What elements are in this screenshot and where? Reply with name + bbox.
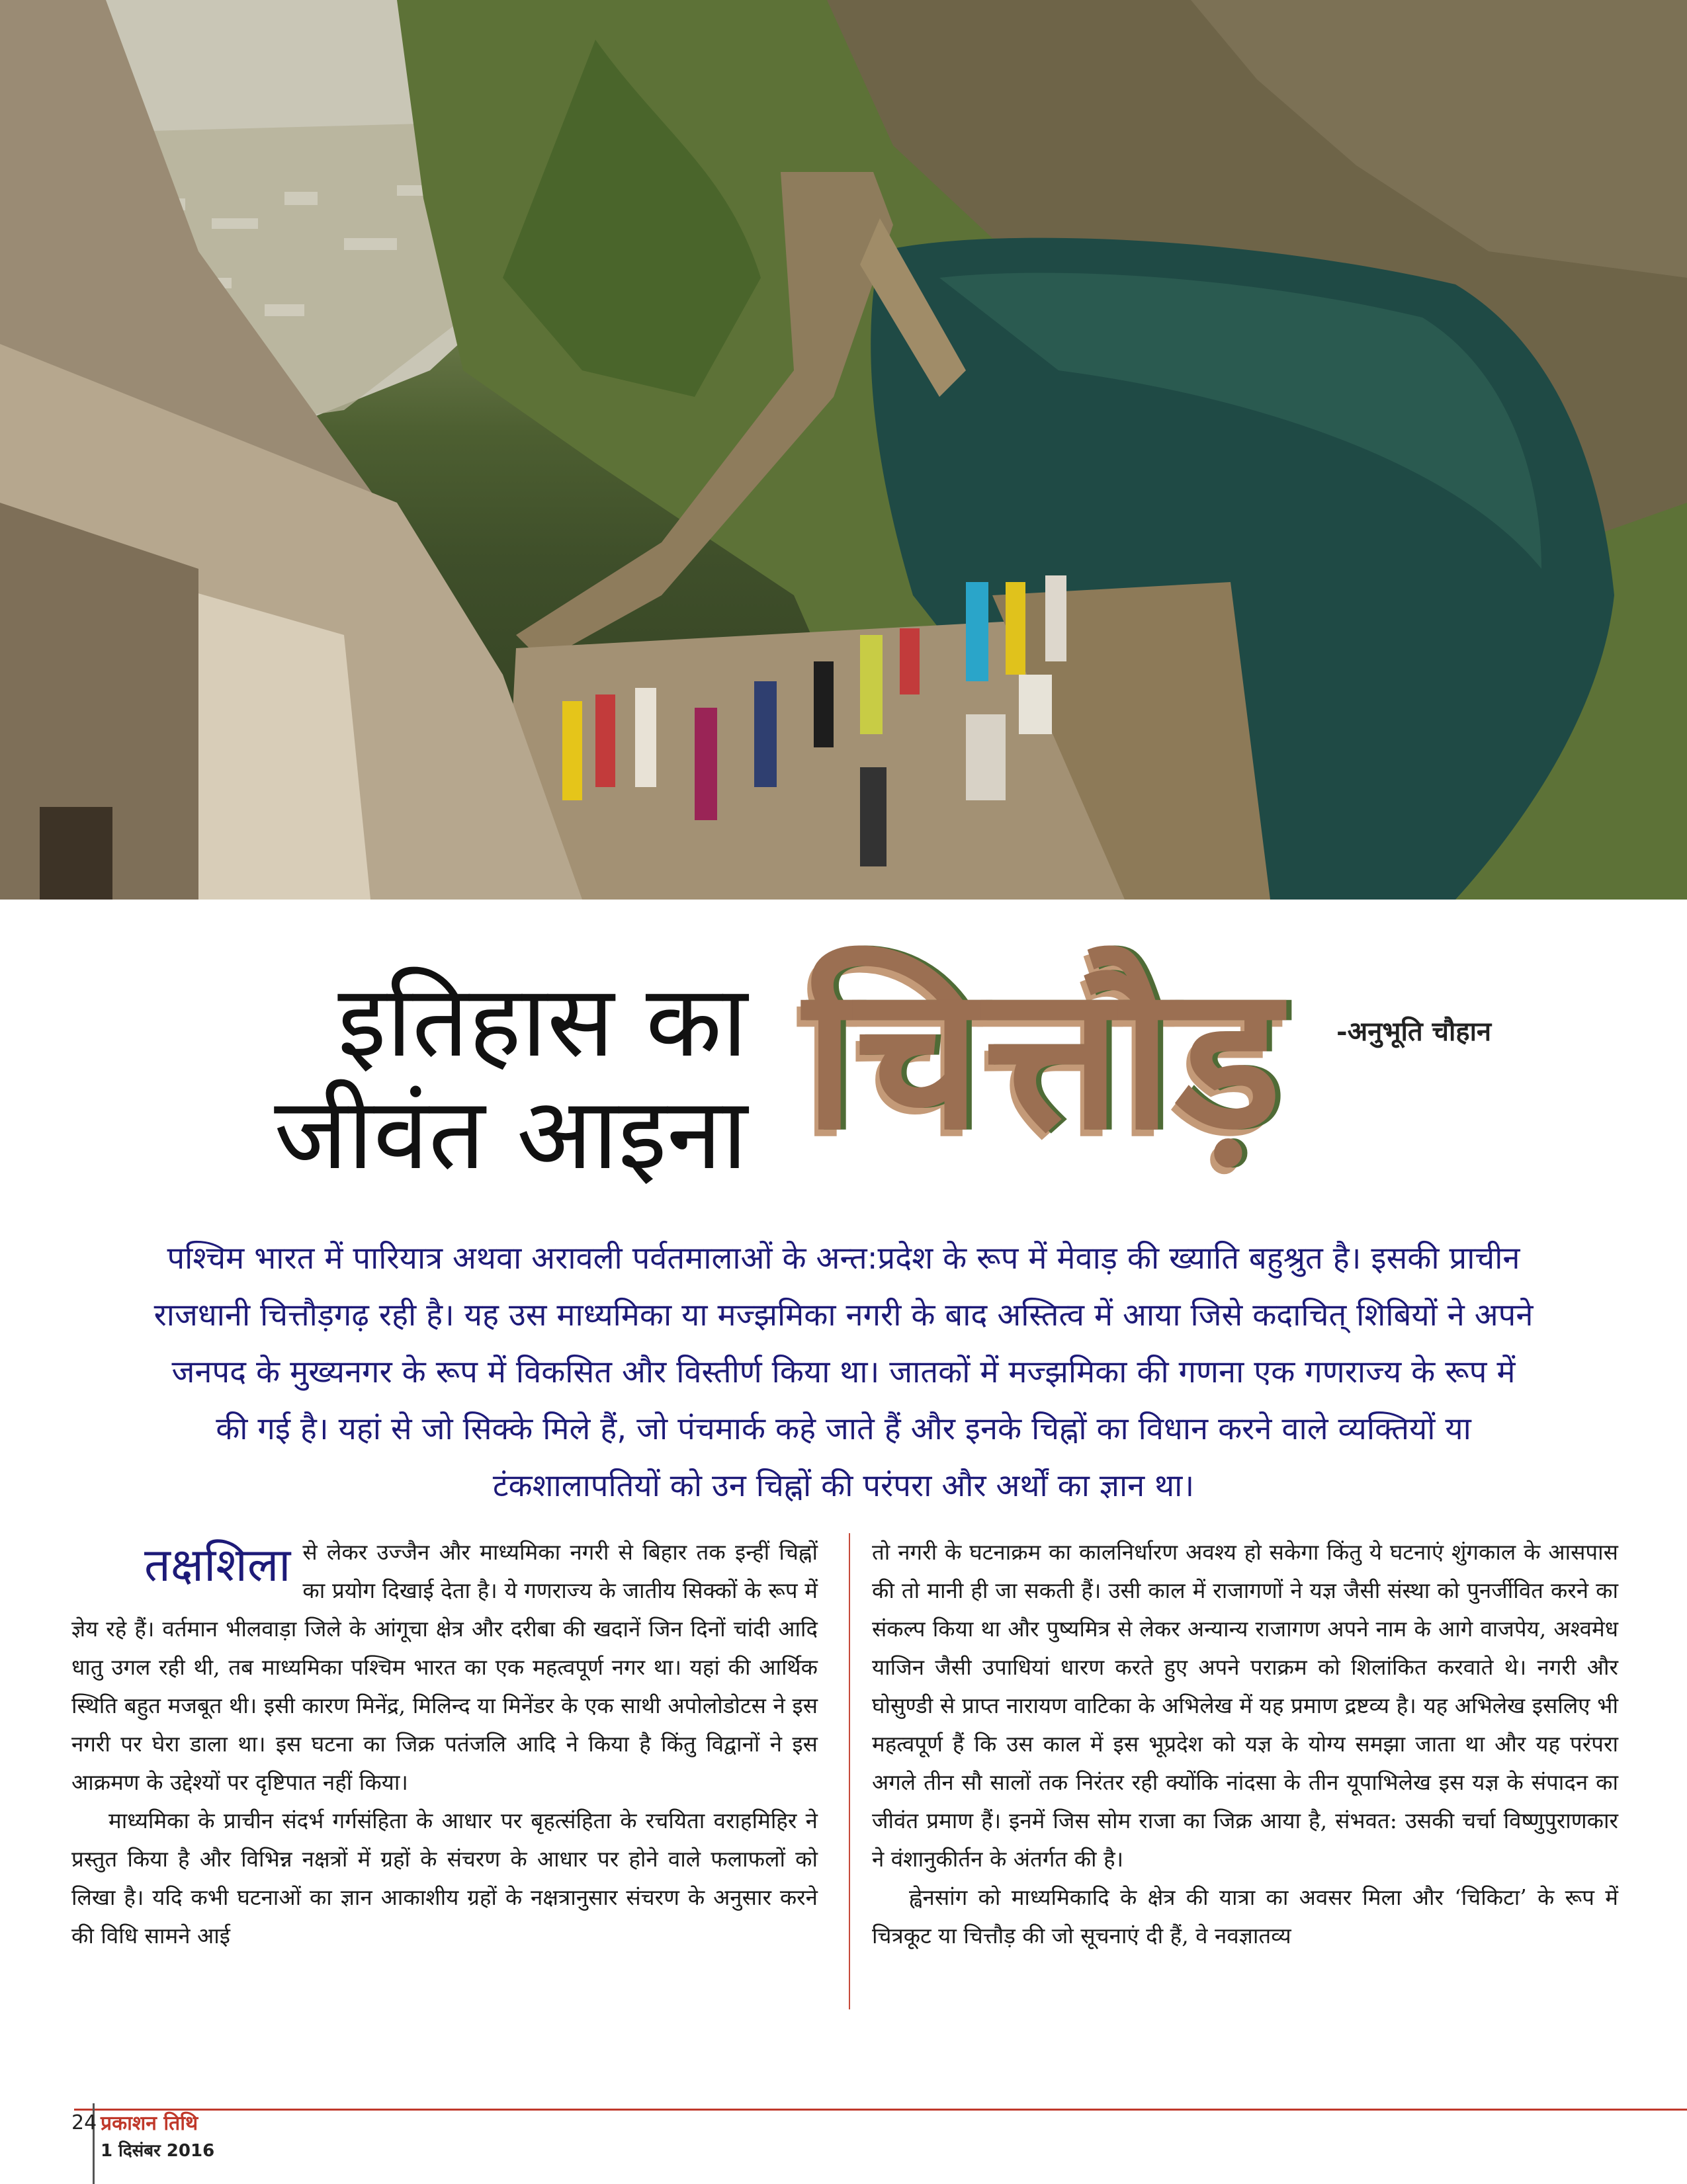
- title-highlight-word: चित्तौड़: [804, 943, 1284, 1173]
- body-text: से लेकर उज्जैन और माध्यमिका नगरी से बिहार तक इन्हीं चिह्नों का प्रयोग दिखाई देता है। ये गणराज्य के जातीय सिक्कों के रूप में ज्ञेय रहे हैं। वर्तमान भीलवाड़ा जिले के आंगूचा क्षेत्र और दरीबा की खदानें जिन दिनों चांदी आदि धातु उगल रही थी, तब माध्यमिका पश्चिम भारत का एक महत्वपूर्ण नगर था। यहां की आर्थिक स्थिति बहुत मजबूत थी। इसी कारण मिनेंद्र, मिलिन्द या मिनेंडर के एक साथी अपोलोडोटस ने इस नगरी पर घेरा डाला था। इस घटना का जिक्र पतंजलि आदि ने किया है किंतु विद्वानों ने इस आक्रमण के उद्देश्यों पर दृष्टिपात नहीं किया।: [71, 1539, 818, 1795]
- body-column-left: [71, 1533, 818, 1955]
- intro-paragraph: पश्चिम भारत में पारियात्र अथवा अरावली पर्वतमालाओं के अन्त:प्रदेश के रूप में मेवाड़ की ख्याति बहुश्रुत है। इसकी प्राचीन राजधानी चित्तौड़गढ़ रही है। यह उस माध्यमिका या मज्झमिका नगरी के बाद अस्तित्व में आया जिसे कदाचित् शिबियों ने अपने जनपद के मुख्यनगर के रूप में विकसित और विस्तीर्ण किया था। जातकों में मज्झमिका की गणना एक गणराज्य के रूप में की गई है। यहां से जो सिक्के मिले हैं, जो पंचमार्क कहे जाते हैं और इनके चिह्नों का विधान करने वाले व्यक्तियों या टंकशालापतियों को उन चिह्नों की परंपरा और अर्थों का ज्ञान था।: [153, 1240, 1534, 1504]
- article-title: [274, 966, 748, 1191]
- hero-photo: [0, 0, 1687, 900]
- author-byline: -अनुभूति चौहान: [1336, 1016, 1492, 1047]
- body-column-right: [872, 1533, 1618, 1955]
- body-paragraph: [71, 1533, 818, 1802]
- publication-label: प्रकाशन तिथि: [101, 2112, 198, 2135]
- lead-word: तक्षशिला: [144, 1538, 291, 1592]
- page-number: 24: [71, 2111, 97, 2134]
- column-divider: [849, 1533, 850, 2009]
- title-line-1: इतिहास का: [337, 964, 748, 1079]
- publication-date: 1 दिसंबर 2016: [101, 2141, 215, 2161]
- footer-rule: [74, 2109, 1687, 2111]
- title-line-2: जीवंत आइना: [274, 1077, 748, 1192]
- body-paragraph: तो नगरी के घटनाक्रम का कालनिर्धारण अवश्य हो सकेगा किंतु ये घटनाएं शुंगकाल के आसपास की तो मानी ही जा सकती हैं। उसी काल में राजागणों ने यज्ञ जैसी संस्था को पुनर्जीवित करने का संकल्प किया था और पुष्यमित्र से लेकर अन्यान्य राजागण अपने नाम के आगे वाजपेय, अश्वमेध याजिन जैसी उपाधियां धारण करते हुए अपने पराक्रम को शिलांकित करवाते थे। नगरी और घोसुण्डी से प्राप्त नारायण वाटिका के अभिलेख में यह प्रमाण द्रष्टव्य है। यह अभिलेख इसलिए भी महत्वपूर्ण हैं कि उस काल में इस भूप्रदेश को यज्ञ के योग्य समझा जाता था और यह परंपरा अगले तीन सौ सालों तक निरंतर रही क्योंकि नांदसा के तीन यूपाभिलेख इस यज्ञ के संपादन का जीवंत प्रमाण हैं। इनमें जिस सोम राजा का जिक्र आया है, संभवत: उसकी चर्चा विष्णुपुराणकार ने वंशानुकीर्तन के अंतर्गत की है।: [872, 1539, 1618, 1872]
- fort-reservoir-scene: [0, 0, 1687, 900]
- body-paragraph: ह्वेनसांग को माध्यमिकादि के क्षेत्र की यात्रा का अवसर मिला और ‘चिकिटा’ के रूप में चित्रकूट या चित्तौड़ की जो सूचनाएं दी हैं, वे नवज्ञातव्य: [872, 1884, 1618, 1949]
- body-paragraph: माध्यमिका के प्राचीन संदर्भ गर्गसंहिता के आधार पर बृहत्संहिता के रचयिता वराहमिहिर ने प्रस्तुत किया है और विभिन्न नक्षत्रों में ग्रहों के संचरण के आधार पर होने वाले फलाफलों को लिखा है। यदि कभी घटनाओं का ज्ञान आकाशीय ग्रहों के नक्षत्रानुसार संचरण के अनुसार करने की विधि सामने आई: [71, 1808, 818, 1949]
